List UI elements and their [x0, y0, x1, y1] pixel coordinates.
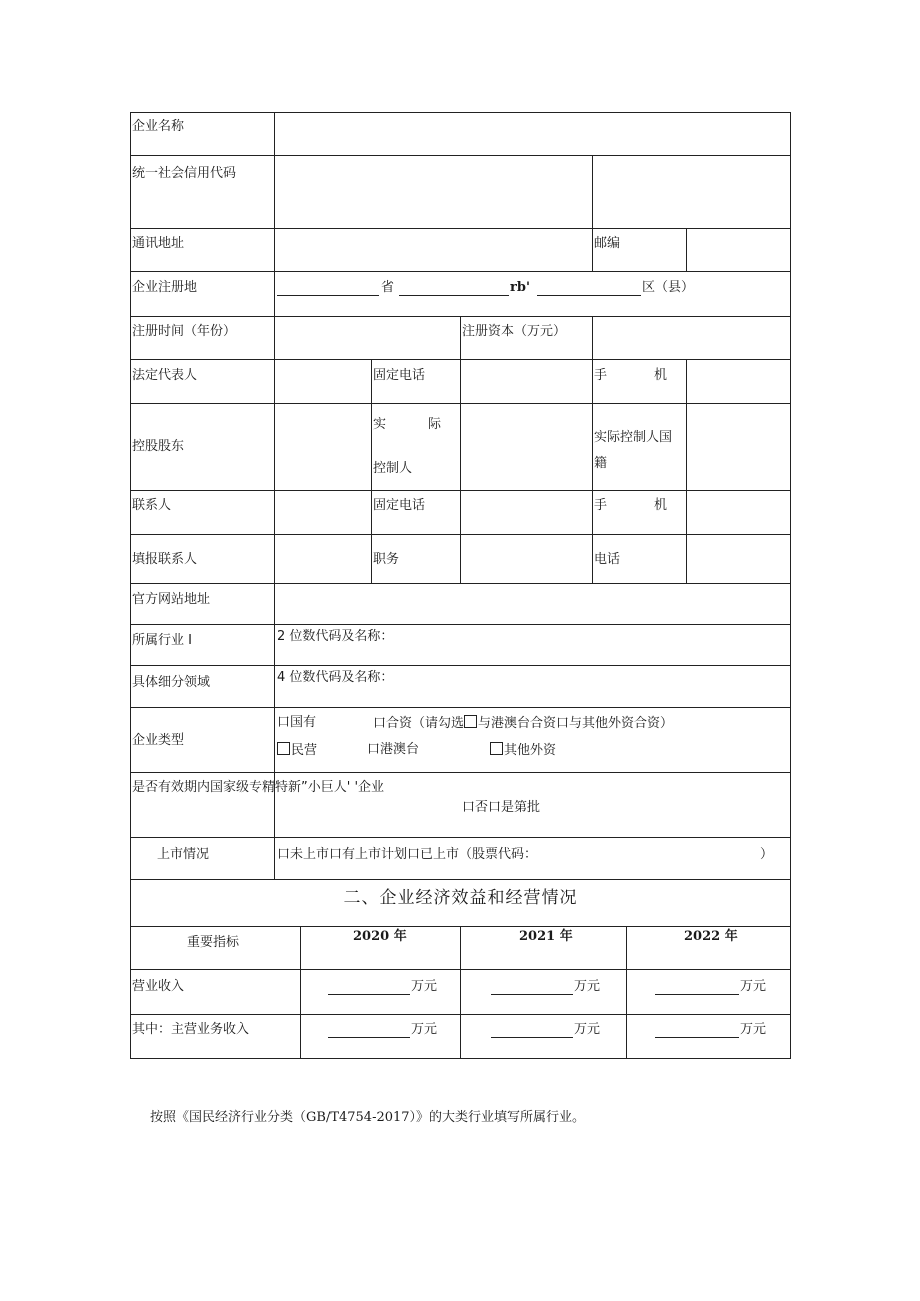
postcode-field[interactable] — [688, 230, 788, 270]
option-joint-venture-label: 口合资（请勾选 — [373, 716, 465, 731]
address-field[interactable] — [276, 230, 590, 270]
revenue-2021-blank[interactable] — [491, 994, 573, 995]
unit-label: 万元 — [574, 979, 601, 994]
grid-line — [592, 359, 593, 583]
label-actual-c: 控制人 — [373, 461, 413, 476]
label-reg-capital: 注册资本（万元） — [462, 324, 567, 339]
label-province: 省 — [381, 280, 395, 295]
option-other-foreign[interactable] — [490, 742, 556, 759]
grid-line — [592, 155, 593, 228]
label-website: 官方网站地址 — [132, 592, 211, 607]
label-industry: 所属行业 I — [132, 633, 192, 648]
option-hk-macao-taiwan[interactable]: 口港澳台 — [367, 742, 420, 757]
header-year-2020: 2020 年 — [353, 929, 407, 944]
label-city: rb' — [510, 280, 530, 295]
label-mobile2-a: 手 — [594, 498, 608, 513]
grid-line — [371, 359, 372, 583]
unit-label: 万元 — [411, 979, 438, 994]
label-legal-rep: 法定代表人 — [132, 368, 198, 383]
grid-line — [130, 155, 791, 156]
label-subfield: 具体细分领域 — [132, 675, 211, 690]
district-blank[interactable] — [537, 295, 641, 296]
grid-line — [592, 316, 593, 359]
unit-label: 万元 — [740, 979, 767, 994]
label-actual-nat-2: 籍 — [594, 456, 608, 471]
option-other-foreign-label: 其他外资 — [504, 743, 557, 758]
section2-title: 二、企业经济效益和经营情况 — [343, 888, 578, 908]
label-reg-place: 企业注册地 — [132, 280, 198, 295]
label-mobile-b: 机 — [654, 368, 668, 383]
grid-line — [130, 583, 791, 584]
listing-options[interactable]: 口未上市口有上市计划口已上市（股票代码： — [277, 847, 538, 862]
credit-code-field[interactable] — [276, 157, 590, 227]
grid-line — [130, 112, 791, 113]
label-little-giant: 是否有效期内国家级专精特新”小巨人' '企业 — [132, 780, 385, 795]
label-shareholder: 控股股东 — [132, 439, 185, 454]
label-phone: 电话 — [594, 552, 621, 567]
grid-line — [460, 316, 461, 359]
grid-line — [592, 228, 593, 271]
grid-line — [130, 772, 791, 773]
subfield-code-label: 4 位数代码及名称： — [277, 670, 394, 685]
checkbox-icon[interactable] — [277, 742, 290, 755]
header-year-2021: 2021 年 — [519, 929, 573, 944]
main-revenue-2022-blank[interactable] — [655, 1037, 739, 1038]
main-revenue-2021-blank[interactable] — [491, 1037, 573, 1038]
option-private[interactable] — [277, 742, 317, 759]
grid-line — [626, 926, 627, 1059]
main-revenue-2020-blank[interactable] — [328, 1037, 410, 1038]
grid-line — [274, 112, 275, 879]
label-fixed-phone-2: 固定电话 — [373, 498, 426, 513]
label-mobile2-b: 机 — [654, 498, 668, 513]
grid-line — [460, 359, 461, 583]
label-postcode: 邮编 — [594, 236, 621, 251]
header-year-2022: 2022 年 — [684, 929, 738, 944]
grid-line — [130, 665, 791, 666]
label-company-type: 企业类型 — [132, 733, 185, 748]
grid-line — [130, 228, 791, 229]
reg-time-field[interactable] — [276, 318, 458, 358]
little-giant-options[interactable]: 口否口是第批 — [462, 800, 541, 815]
unit-label: 万元 — [740, 1022, 767, 1037]
grid-line — [130, 879, 791, 880]
label-reg-time: 注册时间（年份） — [132, 324, 237, 339]
website-field[interactable] — [276, 585, 788, 623]
checkbox-icon[interactable] — [464, 715, 477, 728]
label-mobile-a: 手 — [594, 368, 608, 383]
listing-close-paren: ） — [760, 847, 774, 862]
grid-line — [460, 926, 461, 1059]
label-credit-code: 统一社会信用代码 — [132, 166, 237, 181]
option-state-owned[interactable]: 口国有 — [277, 715, 317, 730]
grid-line — [130, 707, 791, 708]
grid-line — [130, 624, 791, 625]
grid-line — [790, 112, 791, 1059]
label-position: 职务 — [373, 552, 400, 567]
label-address: 通讯地址 — [132, 236, 185, 251]
label-listing: 上市情况 — [157, 847, 210, 862]
option-private-label: 民营 — [291, 743, 318, 758]
label-actual-b: 际 — [428, 417, 442, 432]
grid-line — [130, 112, 131, 1059]
grid-line — [130, 837, 791, 838]
option-jv-detail-label: 与港澳台合资口与其他外资合资） — [478, 716, 674, 731]
header-indicator: 重要指标 — [187, 935, 240, 950]
label-filler: 填报联系人 — [132, 552, 198, 567]
province-blank[interactable] — [277, 295, 379, 296]
city-blank[interactable] — [399, 295, 509, 296]
grid-line — [686, 228, 687, 271]
label-contact: 联系人 — [132, 498, 172, 513]
company-name-field[interactable] — [276, 114, 788, 154]
label-actual-nat-1: 实际控制人国 — [594, 430, 673, 445]
footnote: 按照《国民经济行业分类（GB/T4754-2017）》的大类行业填写所属行业。 — [150, 1110, 586, 1125]
label-district: 区（县） — [642, 280, 695, 295]
checkbox-icon[interactable] — [490, 742, 503, 755]
grid-line — [300, 926, 301, 1059]
unit-label: 万元 — [411, 1022, 438, 1037]
revenue-2020-blank[interactable] — [328, 994, 410, 995]
revenue-2022-blank[interactable] — [655, 994, 739, 995]
option-joint-venture[interactable] — [373, 715, 673, 732]
grid-line — [130, 271, 791, 272]
label-main-revenue: 其中：主营业务收入 — [132, 1022, 250, 1037]
unit-label: 万元 — [574, 1022, 601, 1037]
label-actual-a: 实 — [373, 417, 387, 432]
label-revenue: 营业收入 — [132, 979, 185, 994]
grid-line — [686, 359, 687, 583]
industry-code-label: 2 位数代码及名称： — [277, 629, 394, 644]
label-fixed-phone: 固定电话 — [373, 368, 426, 383]
label-company-name: 企业名称 — [132, 119, 185, 134]
reg-capital-field[interactable] — [594, 318, 788, 358]
